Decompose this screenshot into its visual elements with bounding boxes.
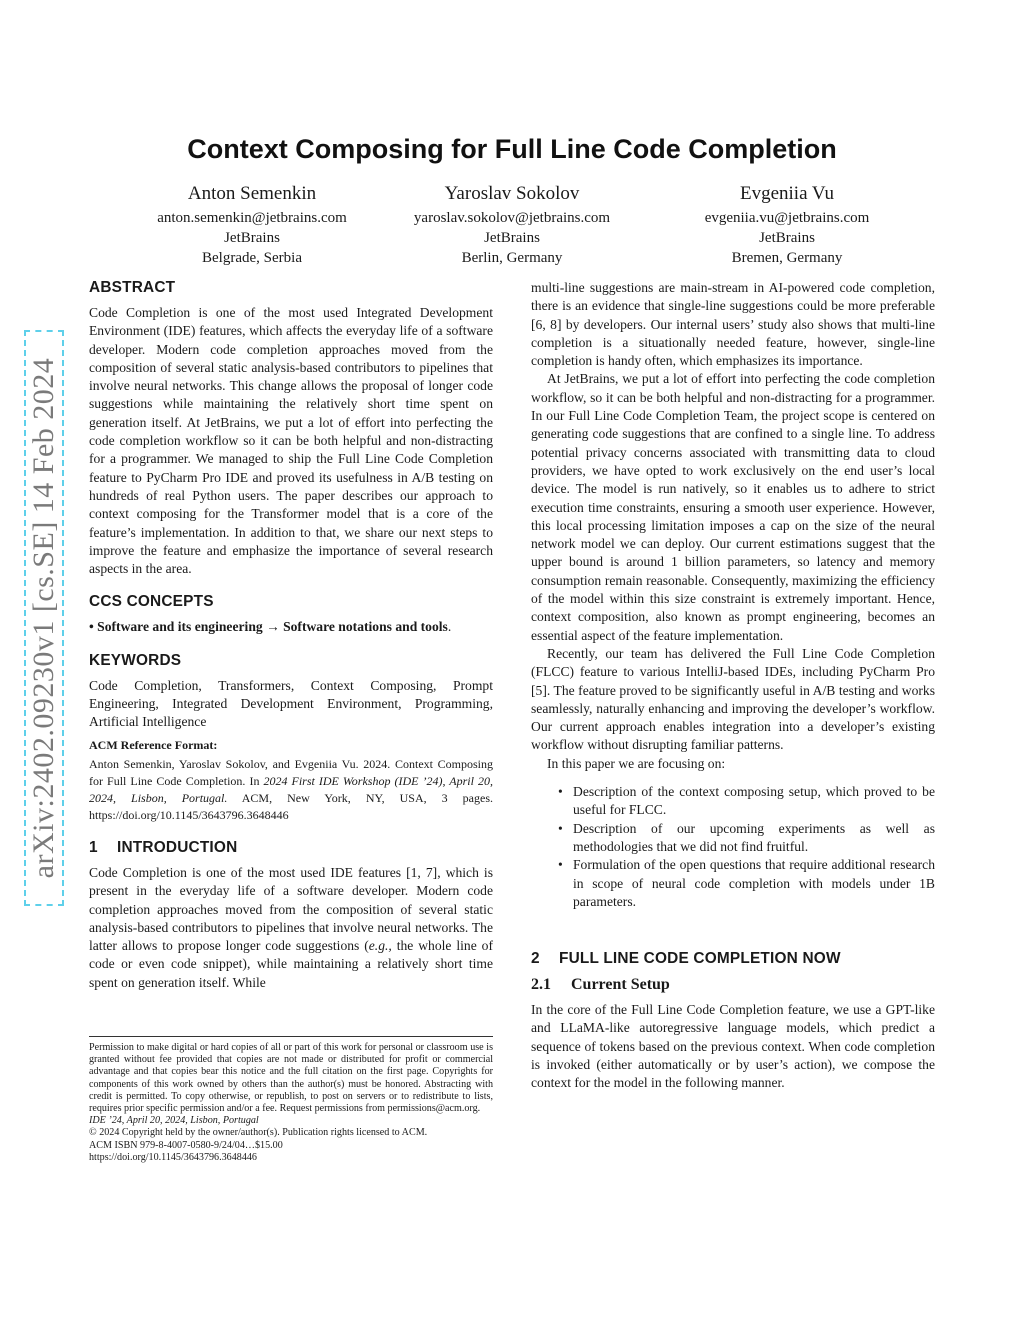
intro-paragraph-3: Recently, our team has delivered the Full Line Code Completion (FLCC) feature to various IntelliJ-based IDEs, including PyCharm Pro [5]. The feature proved to be significantly useful in A/B testing and works seamlessly, naturally enhancing and improving the developer’s workflow. Our current approach enables integration into a developer’s existing workflow without disrupting familiar patterns. — [531, 645, 935, 753]
author-name: Evgeniia Vu — [739, 183, 835, 204]
ccs-concepts — [89, 618, 493, 636]
focus-list — [531, 783, 935, 911]
intro-heading — [89, 838, 493, 858]
author-location: Berlin, Germany — [461, 250, 563, 266]
intro-paragraph-2: At JetBrains, we put a lot of effort into perfecting the code completion workflow, so it can be both helpful and non-distracting for a programmer. In our Full Line Code Completion Team, the project scope is centered on generating code suggestions that are confined to a single line. To address potential privacy concerns associated with transmitting data to cloud providers, we have opted to work exclusively on the end user’s local device. The model is run natively, so it enables us to adhere to strict execution time constraints, ensuring a smooth user experience. However, this local processing limitation imposes a cap on the size of the neural network model we can deploy. Our current estimations suggest that the upper bound is around 1 billion parameters, so latency and memory consumption remain reasonable. Consequently, maximizing the efficiency of the model within this size constraint is extremely important. Hence, context composition, also known as prompt engineering, becomes an essential aspect of the feature implementation. — [531, 371, 935, 643]
section-2-heading — [531, 949, 935, 969]
section-2-number: 2 — [531, 950, 540, 968]
intro-title: INTRODUCTION — [117, 838, 238, 856]
footnote-copyright: © 2024 Copyright held by the owner/author(s). Publication rights licensed to ACM. — [89, 1127, 428, 1139]
keywords-text: Code Completion, Transformers, Context Composing, Prompt Engineering, Integrated Development Environment, Programming, Artificial Intelligence — [89, 677, 493, 730]
acm-reference-rest: ACM, New York, NY, USA, 3 pages. https://doi.org/10.1145/3643796.3648446 — [89, 790, 493, 822]
right-column — [531, 279, 935, 1093]
copyright-footnote — [89, 1036, 493, 1164]
list-item: • Formulation of the open questions that require additional research in scope of neural code completion with models under 1B parameters. — [573, 856, 935, 911]
subsection-number: 2.1 — [531, 976, 551, 994]
acm-reference-venue: 2024 First IDE Workshop (IDE ’24), April 20, 2024, Lisbon, Portugal. — [89, 773, 493, 805]
author-email[interactable]: anton.semenkin@jetbrains.com — [157, 210, 347, 226]
author-email[interactable]: yaroslav.sokolov@jetbrains.com — [413, 210, 611, 226]
subsection-2-1-heading — [531, 975, 935, 995]
author-location: Bremen, Germany — [731, 250, 843, 266]
abstract-heading: ABSTRACT — [89, 279, 176, 296]
author-email[interactable]: evgeniia.vu@jetbrains.com — [704, 210, 870, 226]
footnote-isbn: ACM ISBN 979-8-4007-0580-9/24/04…$15.00 — [89, 1139, 283, 1151]
intro-number: 1 — [89, 838, 98, 856]
intro-paragraph-1 — [89, 864, 493, 992]
keywords-heading: KEYWORDS — [89, 651, 182, 669]
permission-notice: Permission to make digital or hard copies of all or part of this work for personal or classroom use is granted without fee provided that copies are not made or distributed for profit or commercial advantage and that copies bear this notice and the full citation on the first page. Copyrights for components of this work owned by others than the author(s) must be honored. Abstracting with credit is permitted. To copy otherwise, or republish, to post on servers or to redistribute to lists, requires prior specific permission and/or a fee. Request permissions from permissions@acm.org. — [89, 1042, 493, 1115]
intro-eg: e.g., — [368, 938, 392, 954]
author-name: Anton Semenkin — [187, 183, 317, 204]
author-org: JetBrains — [224, 230, 280, 246]
author-block — [637, 182, 937, 268]
intro-paragraph-4: In this paper we are focusing on: — [547, 755, 726, 771]
section-2-paragraph-1: In the core of the Full Line Code Completion feature, we use a GPT-like and LLaMA-like autoregressive language models, which predict a sequence of tokens based on the previous context. When code completion is invoked (either automatically or by user’s action), we compose the context for the model in the following manner. — [531, 1002, 935, 1091]
author-org: JetBrains — [759, 230, 815, 246]
intro-text: the whole line of code or even code snippet), while maintaining a relatively short time spent on generation itself. While — [89, 938, 493, 990]
abstract-text: Code Completion is one of the most used Integrated Development Environment (IDE) features, which affects the everyday life of a software developer. Modern code completion approaches moved from the composition of several static analysis-based contributors to pipelines that involve neural networks. This change allows the proposal of longer code suggestions while maintaining the relatively short time spent on generation itself. At JetBrains, we put a lot of effort into perfecting the code completion workflow so it can be both helpful and non-distracting for a programmer. We managed to ship the Full Line Code Completion feature to PyCharm Pro IDE and proved its usefulness in A/B testing on hundreds of real Python users. The paper describes our approach to context composing for the Transformer model that is a core of the feature’s implementation. In addition to that, we share our next steps to improve the feature and emphasize the importance of several research aspects in the area. — [89, 305, 493, 577]
list-item: • Description of our upcoming experiments as well as methodologies that we did not find fruitful. — [573, 820, 935, 857]
author-org: JetBrains — [484, 230, 540, 246]
acm-reference-authors: Anton Semenkin, Yaroslav Sokolov, and Evgeniia Vu. 2024. Context Composing for Full Line Code Completion. In — [89, 756, 493, 788]
section-2-title: FULL LINE CODE COMPLETION NOW — [559, 950, 841, 968]
author-block — [362, 182, 662, 268]
ccs-concept-text: • Software and its engineering → Software notations and tools — [89, 619, 448, 635]
acm-reference-text — [89, 756, 493, 824]
footnote-venue: IDE ’24, April 20, 2024, Lisbon, Portugal — [89, 1115, 259, 1127]
intro-text: Code Completion is one of the most used IDE features [1, 7], which is present in the everyday life of a software developer. Modern code completion approaches moved from the composition of several static analysis-based contributors to pipelines that involve neural networks. The latter allows to propose longer code suggestions ( — [89, 864, 493, 954]
footnote-doi[interactable]: https://doi.org/10.1145/3643796.3648446 — [89, 1151, 257, 1163]
arxiv-stamp-text: arXiv:2402.09230v1 [cs.SE] 14 Feb 2024 — [27, 357, 60, 879]
acm-reference-heading: ACM Reference Format: — [89, 737, 218, 752]
intro-paragraph-1-continued: multi-line suggestions are main-stream in AI-powered code completion, there is an evidence that single-line suggestions could be more preferable [6, 8] by developers. Our internal users’ study also shows that multi-line completion is a situationally needed feature, however, single-line completion is handy often, which emphasizes its importance. — [531, 280, 935, 369]
author-block — [102, 182, 402, 268]
ccs-heading: CCS CONCEPTS — [89, 593, 214, 611]
list-item: • Description of the context composing setup, which proved to be useful for FLCC. — [573, 783, 935, 820]
left-column — [89, 278, 493, 992]
author-location: Belgrade, Serbia — [202, 250, 302, 266]
subsection-title: Current Setup — [571, 976, 670, 994]
ccs-trail: . — [447, 619, 452, 635]
arxiv-stamp — [24, 330, 64, 906]
author-name: Yaroslav Sokolov — [444, 183, 580, 204]
paper-title: Context Composing for Full Line Code Completion — [187, 134, 837, 164]
